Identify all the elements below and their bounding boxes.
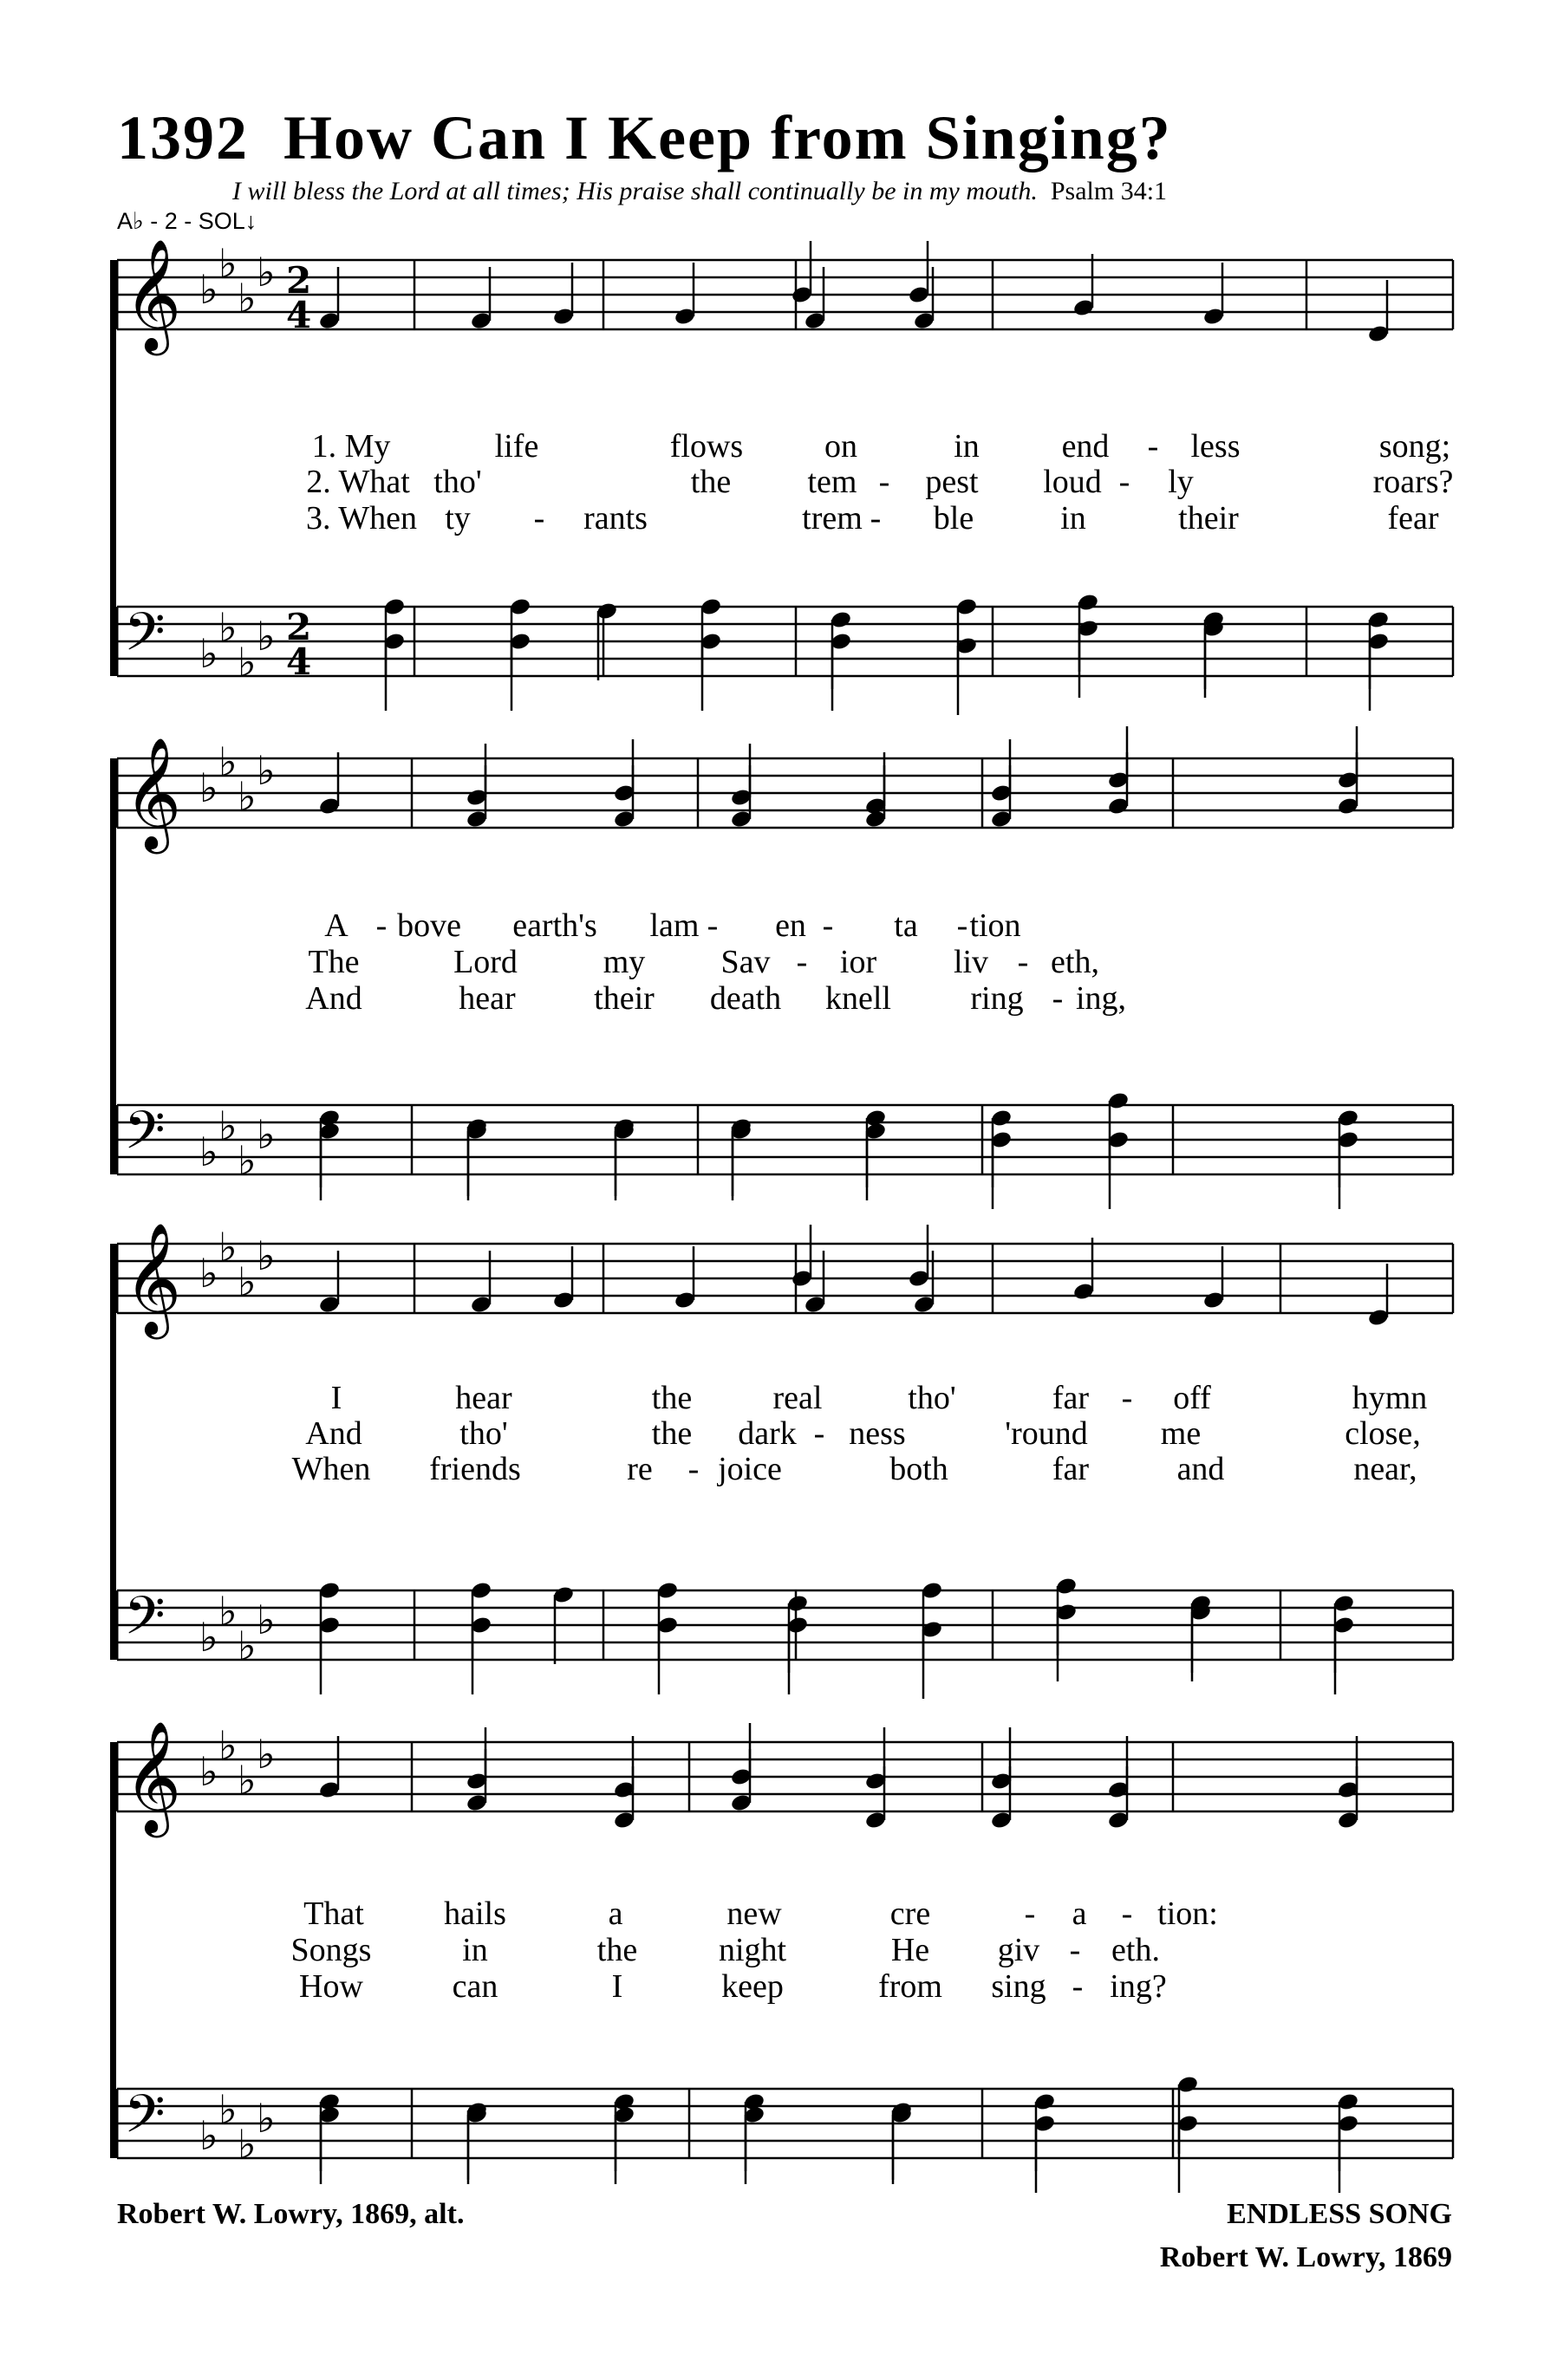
lyric-syllable: - xyxy=(707,907,719,944)
lyric-syllable: 'round xyxy=(1005,1415,1088,1452)
lyric-syllable: - xyxy=(1052,980,1064,1017)
key-signature-flat: ♭ xyxy=(218,1722,238,1769)
key-signature-flat: ♭ xyxy=(199,1748,218,1795)
lyric-syllable: me xyxy=(1160,1415,1202,1452)
lyric-syllable: tho' xyxy=(908,1380,956,1416)
key-signature-flat: ♭ xyxy=(238,275,257,322)
key-signature-flat: ♭ xyxy=(218,240,238,287)
lyric-syllable: He xyxy=(890,1932,930,1968)
lyric-syllable: ing? xyxy=(1110,1968,1167,2005)
lyric-syllable: in xyxy=(954,428,980,465)
lyric-syllable: I xyxy=(330,1380,342,1416)
system-brace xyxy=(110,1244,116,1660)
lyric-syllable: - xyxy=(813,1415,825,1452)
lyric-syllable: the xyxy=(596,1932,638,1968)
lyric-syllable: - xyxy=(1069,1932,1081,1968)
lyric-syllable: loud xyxy=(1043,464,1102,500)
lyric-syllable: eth, xyxy=(1051,944,1099,980)
lyric-syllable: dark xyxy=(738,1415,797,1452)
key-signature-flat: ♭ xyxy=(257,613,276,660)
lyric-syllable: hails xyxy=(444,1896,506,1932)
lyric-syllable: keep xyxy=(721,1968,784,2005)
epigraph-quote: I will bless the Lord at all times; His praise shall continually be in my mouth. xyxy=(232,177,1038,205)
lyric-syllable: lam xyxy=(649,907,700,944)
lyric-syllable: a xyxy=(608,1896,623,1932)
lyric-syllable: liv xyxy=(953,944,989,980)
key-signature-flat: ♭ xyxy=(218,2086,238,2133)
treble-staff xyxy=(117,238,1453,356)
key-signature-flat: ♭ xyxy=(199,1128,218,1175)
lyric-syllable: in xyxy=(462,1932,488,1968)
lyric-syllable: And xyxy=(305,1415,362,1452)
lyric-syllable: - xyxy=(375,907,388,944)
system-brace xyxy=(110,758,116,1174)
lyric-syllable: cre xyxy=(889,1896,931,1932)
lyric-syllable: new xyxy=(726,1896,782,1932)
music-system xyxy=(110,1720,1453,2193)
lyric-syllable: The xyxy=(308,944,360,980)
lyric-syllable: song; xyxy=(1378,428,1451,465)
lyric-syllable: 3. When xyxy=(305,500,418,536)
lyric-syllable: ring xyxy=(970,980,1024,1017)
lyric-syllable: a xyxy=(1072,1896,1087,1932)
lyric-syllable: the xyxy=(651,1380,693,1416)
lyric-syllable: - xyxy=(956,907,968,944)
key-signature-flat: ♭ xyxy=(199,266,218,313)
key-signature-flat: ♭ xyxy=(199,764,218,811)
time-signature-bottom: 4 xyxy=(286,294,312,336)
composer-credit: Robert W. Lowry, 1869 xyxy=(1159,2241,1452,2273)
hymn-title-text: How Can I Keep from Singing? xyxy=(283,103,1172,172)
key-signature-flat: ♭ xyxy=(199,2112,218,2159)
lyric-syllable: en xyxy=(775,907,806,944)
key-signature-flat: ♭ xyxy=(257,1111,276,1158)
lyric-syllable: 1. My xyxy=(311,428,391,465)
lyric-syllable: - xyxy=(533,500,545,536)
key-signature-flat: ♭ xyxy=(257,747,276,794)
lyric-syllable: hymn xyxy=(1352,1380,1428,1416)
lyric-syllable: tem xyxy=(807,464,857,500)
lyric-syllable: tion xyxy=(969,907,1021,944)
lyric-syllable: roars? xyxy=(1372,464,1454,500)
time-signature-top: 2 xyxy=(286,606,312,648)
lyric-syllable: friends xyxy=(429,1451,521,1487)
key-signature-flat: ♭ xyxy=(218,604,238,651)
music-system xyxy=(110,726,1453,1209)
key-signature-flat: ♭ xyxy=(238,1258,257,1305)
lyric-syllable: ly xyxy=(1168,464,1194,500)
lyric-syllable: 2. What xyxy=(306,464,410,500)
key-signature-flat: ♭ xyxy=(218,1588,238,1635)
lyric-syllable: off xyxy=(1173,1380,1211,1416)
lyric-syllable: That xyxy=(303,1896,364,1932)
lyric-syllable: night xyxy=(718,1932,787,1968)
treble-staff xyxy=(117,737,1453,855)
lyric-syllable: their xyxy=(594,980,655,1017)
lyric-syllable: pest xyxy=(925,464,979,500)
lyric-syllable: Lord xyxy=(453,944,518,980)
lyric-syllable: tho' xyxy=(433,464,482,500)
treble-clef: 𝄞 xyxy=(124,737,182,849)
key-signature-flat: ♭ xyxy=(238,1622,257,1669)
key-signature-flat: ♭ xyxy=(238,773,257,820)
lyric-syllable: from xyxy=(878,1968,942,2005)
key-info: A♭ - 2 - SOL↓ xyxy=(117,208,257,234)
bass-staff xyxy=(117,602,1453,686)
key-signature-flat: ♭ xyxy=(238,2121,257,2168)
lyric-syllable: ing, xyxy=(1075,980,1127,1017)
lyric-syllable: flows xyxy=(669,428,744,465)
lyric-syllable: and xyxy=(1176,1451,1225,1487)
lyric-syllable: giv xyxy=(997,1932,1040,1968)
bass-staff xyxy=(117,1585,1453,1669)
key-signature-flat: ♭ xyxy=(238,639,257,686)
lyric-syllable: the xyxy=(651,1415,693,1452)
lyric-syllable: - xyxy=(1118,464,1130,500)
lyric-syllable: in xyxy=(1060,500,1086,536)
lyric-syllable: A xyxy=(324,907,349,944)
hymn-number: 1392 xyxy=(117,103,249,172)
lyric-syllable: far xyxy=(1052,1451,1090,1487)
tune-name: ENDLESS SONG xyxy=(1227,2198,1452,2230)
bass-clef: 𝄢 xyxy=(124,1100,166,1174)
music-system xyxy=(110,238,1453,715)
bass-clef: 𝄢 xyxy=(124,2084,166,2158)
lyric-syllable: joice xyxy=(718,1451,782,1487)
lyric-syllable: eth. xyxy=(1111,1932,1160,1968)
key-signature-flat: ♭ xyxy=(218,738,238,785)
bass-staff xyxy=(117,1100,1453,1184)
lyric-syllable: fear xyxy=(1387,500,1439,536)
key-signature-flat: ♭ xyxy=(257,2095,276,2142)
system-brace xyxy=(110,1742,116,2158)
lyric-syllable: sing xyxy=(991,1968,1046,2005)
lyric-syllable: - xyxy=(1024,1896,1036,1932)
lyric-syllable: Sav xyxy=(720,944,771,980)
lyric-syllable: - xyxy=(796,944,808,980)
lyric-syllable: ty xyxy=(445,500,471,536)
lyric-syllable: real xyxy=(772,1380,823,1416)
lyric-syllable: life xyxy=(494,428,539,465)
time-signature-top: 2 xyxy=(286,259,312,302)
lyric-syllable: my xyxy=(603,944,646,980)
lyric-syllable: re xyxy=(627,1451,653,1487)
key-signature-flat: ♭ xyxy=(199,1250,218,1297)
lyric-syllable: And xyxy=(305,980,362,1017)
lyric-syllable: - xyxy=(870,500,882,536)
key-signature-flat: ♭ xyxy=(257,1731,276,1778)
key-signature-flat: ♭ xyxy=(257,249,276,296)
lyric-syllable: ble xyxy=(933,500,974,536)
lyric-syllable: - xyxy=(1017,944,1029,980)
lyric-syllable: ta xyxy=(894,907,918,944)
key-signature-flat: ♭ xyxy=(257,1232,276,1279)
lyric-syllable: When xyxy=(291,1451,371,1487)
lyric-syllable: tion: xyxy=(1157,1896,1218,1932)
key-signature-flat: ♭ xyxy=(257,1596,276,1643)
key-signature-flat: ♭ xyxy=(218,1224,238,1271)
key-signature-flat: ♭ xyxy=(199,630,218,677)
lyric-syllable: close, xyxy=(1345,1415,1421,1452)
lyric-syllable: trem xyxy=(802,500,863,536)
lyric-syllable: the xyxy=(690,464,732,500)
lyric-syllable: I xyxy=(611,1968,623,2005)
lyric-syllable: both xyxy=(889,1451,948,1487)
lyric-syllable: rants xyxy=(583,500,648,536)
lyric-syllable: their xyxy=(1178,500,1239,536)
lyric-syllable: - xyxy=(822,907,834,944)
key-signature-flat: ♭ xyxy=(238,1137,257,1184)
lyric-syllable: - xyxy=(1147,428,1159,465)
lyric-syllable: ior xyxy=(839,944,877,980)
lyric-syllable: - xyxy=(1121,1380,1133,1416)
bass-staff xyxy=(117,2084,1453,2168)
key-signature-flat: ♭ xyxy=(218,1102,238,1149)
lyric-syllable: - xyxy=(687,1451,700,1487)
time-signature-bottom: 4 xyxy=(286,641,312,683)
treble-staff xyxy=(117,1222,1453,1340)
lyric-syllable: hear xyxy=(459,980,516,1017)
lyric-syllable: on xyxy=(824,428,857,465)
key-signature-flat: ♭ xyxy=(199,1614,218,1661)
music-system xyxy=(110,1222,1453,1699)
treble-staff xyxy=(117,1720,1453,1838)
lyric-syllable: end xyxy=(1061,428,1110,465)
system-brace xyxy=(110,260,116,676)
lyric-syllable: death xyxy=(709,980,782,1017)
lyric-syllable: ness xyxy=(849,1415,906,1452)
treble-clef: 𝄞 xyxy=(124,238,182,351)
lyric-syllable: knell xyxy=(825,980,891,1017)
lyric-syllable: near, xyxy=(1353,1451,1417,1487)
lyric-syllable: bove xyxy=(397,907,461,944)
lyric-syllable: tho' xyxy=(459,1415,508,1452)
lyric-syllable: less xyxy=(1190,428,1241,465)
key-signature-flat: ♭ xyxy=(238,1757,257,1804)
lyric-syllable: hear xyxy=(455,1380,512,1416)
lyric-syllable: earth's xyxy=(512,907,597,944)
treble-clef: 𝄞 xyxy=(124,1222,182,1335)
lyric-syllable: far xyxy=(1052,1380,1090,1416)
lyric-syllable: - xyxy=(1121,1896,1133,1932)
lyric-syllable: can xyxy=(452,1968,498,2005)
bass-clef: 𝄢 xyxy=(124,602,166,676)
bass-clef: 𝄢 xyxy=(124,1585,166,1660)
epigraph-reference: Psalm 34:1 xyxy=(1050,177,1168,205)
lyric-syllable: - xyxy=(1072,1968,1084,2005)
lyric-syllable: How xyxy=(299,1968,363,2005)
lyric-syllable: Songs xyxy=(290,1932,372,1968)
treble-clef: 𝄞 xyxy=(124,1720,182,1833)
words-credit: Robert W. Lowry, 1869, alt. xyxy=(117,2198,465,2230)
lyric-syllable: - xyxy=(878,464,890,500)
